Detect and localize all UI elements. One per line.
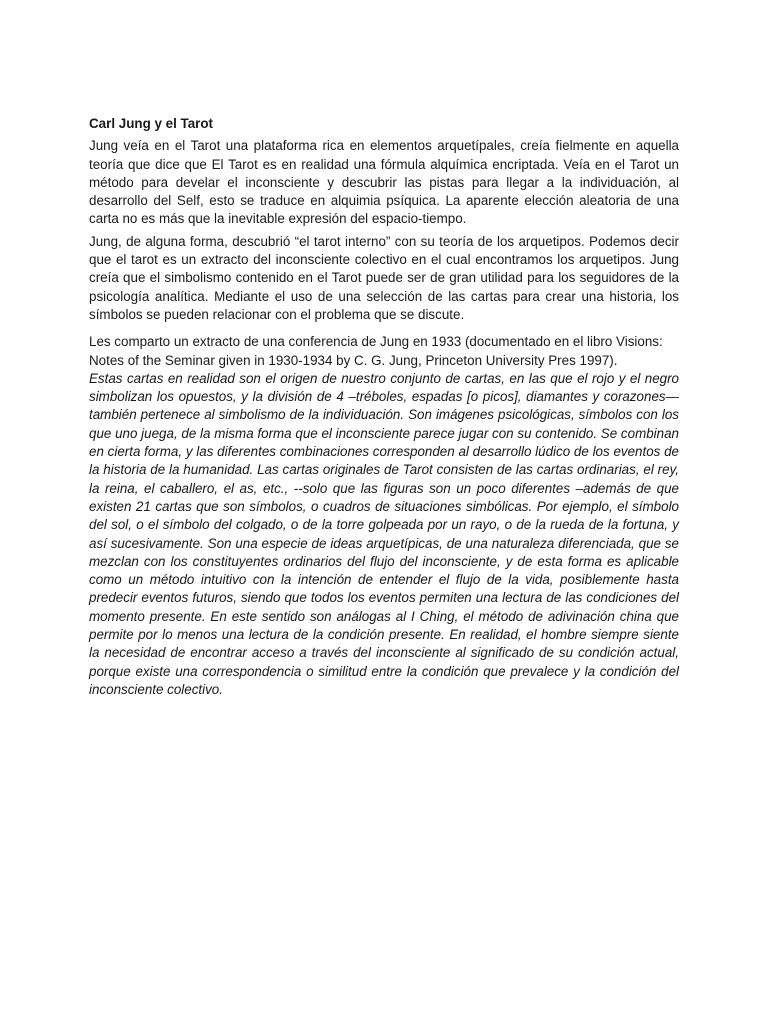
paragraph-tarot-interno: Jung, de alguna forma, descubrió “el tarot interno” con su teoría de los arquetipos. Podemos decir que el tarot es un extracto del inconsciente colectivo en el cual encontramos los arquetipos. Jung creía que el simbolismo contenido en el Tarot puede ser de gran utilidad para los seguidores de la psicología analítica. Mediante el uso de una selección de las cartas para crear una historia, los símbolos se pueden relacionar con el problema que se discute. <box>89 233 679 322</box>
paragraph-jung-tarot: Jung veía en el Tarot una plataforma rica en elementos arquetípales, creía fielmente en aquella teoría que dice que El Tarot es en realidad una fórmula alquímica encriptada. Veía en el Tarot un método para develar el inconsciente y descubrir las pistas para llegar a la individuación, al desarrollo del Self, esto se traduce en alquimia psíquica. La aparente elección aleatoria de una carta no es más que la inevitable expresión del espacio-tiempo. <box>89 138 679 227</box>
conference-quote: Estas cartas en realidad son el origen de nuestro conjunto de cartas, en las que el rojo y el negro simbolizan los opuestos, y la división de 4 –tréboles, espadas [o picos], diamantes y corazones—también pertenece al simbolismo de la individuación. Son imágenes psicológicas, símbolos con los que uno juega, de la misma forma que el inconsciente parece jugar con su contenido. Se combinan en cierta forma, y las diferentes combinaciones corresponden al desarrollo lúdico de los eventos de la historia de la humanidad. Las cartas originales de Tarot consisten de las cartas ordinarias, el rey, la reina, el caballero, el as, etc., --solo que las figuras son un poco diferentes –además de que existen 21 cartas que son símbolos, o cuadros de situaciones simbólicas. Por ejemplo, el símbolo del sol, o el símbolo del colgado, o de la torre golpeada por un rayo, o de la rueda de la fortuna, y así sucesivamente. Son una especie de ideas arquetípicas, de una naturaleza diferenciada, que se mezclan con los constituyentes ordinarios del flujo del inconsciente, y de esta forma es aplicable como un método intuitivo con la intención de entender el flujo de la vida, posiblemente hasta predecir eventos futuros, siendo que todos los eventos permiten una lectura de las condiciones del momento presente. En este sentido son análogas al I Ching, el método de adivinación china que permite por lo menos una lectura de la condición presente. En realidad, el hombre siempre siente la necesidad de encontrar acceso a través del inconsciente al significado de su condición actual, porque existe una correspondencia o similitud entre la condición que prevalece y la condición del inconsciente colectivo. <box>89 370 679 697</box>
document-body <box>89 115 679 699</box>
paragraph-conference-intro: Les comparto un extracto de una conferencia de Jung en 1933 (documentado en el libro Visions: Notes of the Seminar given in 1930-1934 by C. G. Jung, Princeton University Pres 1997). <box>89 334 663 368</box>
document-title: Carl Jung y el Tarot <box>89 116 214 131</box>
